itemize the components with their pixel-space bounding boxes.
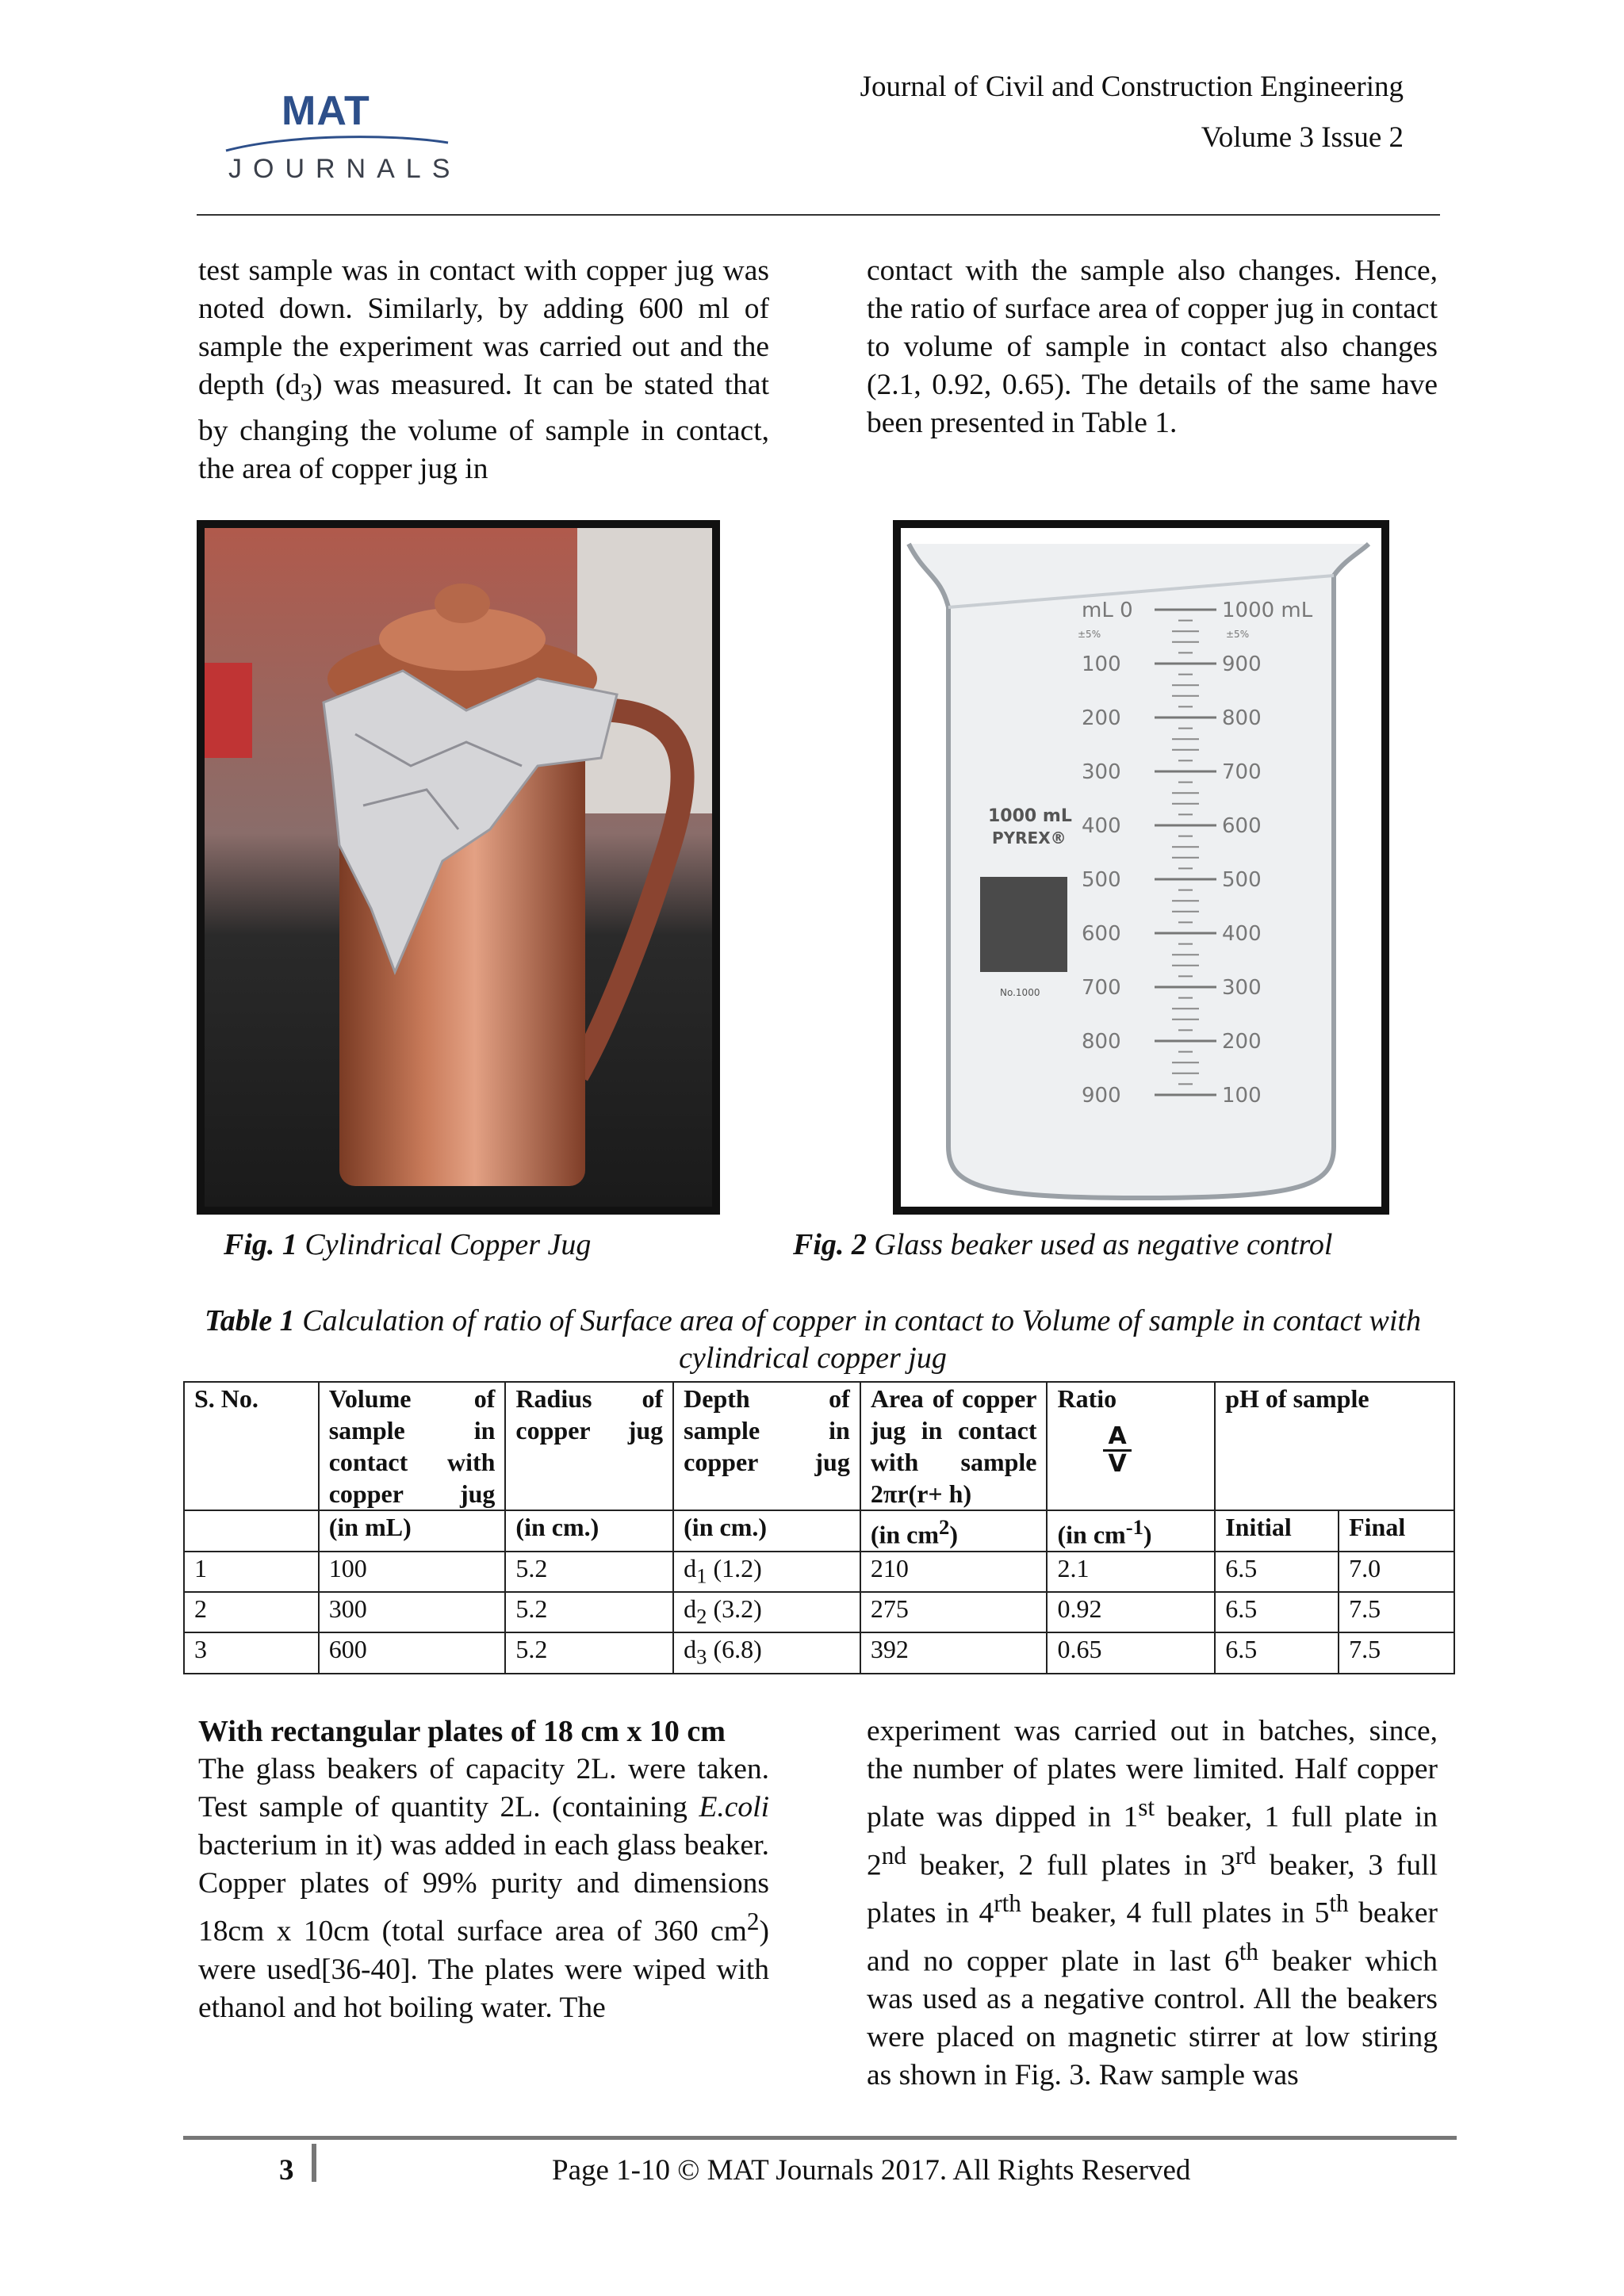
- table-row: 2 300 5.2 $d_2$ (3.2) 275 0.92 6.5 7.5: [184, 1592, 1454, 1632]
- footer-divider: [183, 2136, 1457, 2140]
- beaker-mark-left: 500: [1082, 868, 1121, 892]
- beaker-tolerance-right: ±5%: [1226, 629, 1250, 640]
- ratio-fraction: $\frac{A}{V}$: [1103, 1424, 1131, 1477]
- figure-2-caption: Fig. 2 Glass beaker used as negative control: [793, 1228, 1333, 1261]
- th-sno: S. No.: [184, 1382, 319, 1510]
- footer-copyright: Page 1-10 © MAT Journals 2017. All Rights Reserved: [552, 2154, 1191, 2187]
- th-depth: Depth of sample in copper jug: [673, 1382, 860, 1510]
- journal-logo: [222, 87, 460, 190]
- th-volume: Volume of sample in contact with copper jug: [319, 1382, 506, 1510]
- body-text-top-left: test sample was in contact with copper jug was noted down. Similarly, by adding 600 ml of sample the experiment was carried out and the depth $(d_3)$ was measured. It can be stated that by changing the volume of sample in contact, the area of copper jug in: [198, 254, 769, 485]
- header-divider: [197, 214, 1440, 216]
- beaker-mark-left: 900: [1082, 1084, 1121, 1108]
- beaker-mark-left: 100: [1082, 652, 1121, 676]
- logo-journals-text: JOURNALS: [228, 154, 462, 184]
- beaker-brand-volume: 1000 mL: [988, 806, 1072, 826]
- unit-depth: (in cm.): [673, 1510, 860, 1552]
- beaker-mark-right: 100: [1222, 1084, 1262, 1108]
- beaker-mark-left: mL 0: [1082, 599, 1133, 622]
- beaker-mark-right: 400: [1222, 922, 1262, 946]
- unit-area: (in $cm^2$): [860, 1510, 1048, 1552]
- beaker-code: No.1000: [1000, 987, 1040, 998]
- table-row: 1 100 5.2 $d_1$ (1.2) 210 2.1 6.5 7.0: [184, 1552, 1454, 1592]
- table-caption: Table 1 Calculation of ratio of Surface area of copper in contact to Volume of sample in contact with cylindrical copper jug: [205, 1304, 1421, 1375]
- table-header-row: [184, 1382, 1454, 1510]
- beaker-mark-right: 1000 mL: [1222, 599, 1313, 622]
- beaker-mark-left: 800: [1082, 1030, 1121, 1054]
- beaker-mark-left: 300: [1082, 760, 1121, 784]
- unit-final: Final: [1339, 1510, 1454, 1552]
- beaker-mark-left: 700: [1082, 976, 1121, 1000]
- beaker-mark-right: 700: [1222, 760, 1262, 784]
- beaker-mark-right: 800: [1222, 706, 1262, 730]
- copper-jug-image: [205, 528, 712, 1207]
- page-number: 3: [279, 2154, 294, 2187]
- body-text-bottom-right: experiment was carried out in batches, since, the number of plates were limited. Half copper plate was dipped in 1st beaker, 1 full plate in 2nd beaker, 2 full plates in 3rd beaker, 3 full plates in $4^{rth}$ beaker, 4 full plates in 5th beaker and no copper plate in last 6th beaker which was used as a negative control. All the beakers were placed on magnetic stirrer at low stiring as shown in Fig. 3. Raw sample was: [867, 1715, 1438, 2091]
- journal-name: Journal of Civil and Construction Engineering: [860, 71, 1404, 103]
- beaker-mark-left: 400: [1082, 814, 1121, 838]
- figure-1-caption: Fig. 1 Cylindrical Copper Jug: [224, 1228, 592, 1261]
- section-heading: With rectangular plates of 18 cm x 10 cm: [198, 1715, 726, 1748]
- figure-glass-beaker: [893, 520, 1389, 1215]
- glass-beaker-image: [901, 528, 1381, 1207]
- th-ratio: Ratio $\frac{A}{V}$: [1047, 1382, 1215, 1510]
- beaker-mark-right: 200: [1222, 1030, 1262, 1054]
- logo-mat-text: MAT: [282, 88, 370, 134]
- body-text-bottom-left: With rectangular plates of 18 cm x 10 cm The glass beakers of capacity 2L. were taken. Test sample of quantity 2L. (containing E.coli bacterium in it) was added in each glass beaker. Copper plates of 99% purity and dimensions 18cm x 10cm (total surface area of 360 $cm^2$) were used[36-40]. The plates were wiped with ethanol and hot boiling water. The: [198, 1712, 769, 2027]
- beaker-mark-right: 600: [1222, 814, 1262, 838]
- beaker-mark-left: 600: [1082, 922, 1121, 946]
- beaker-mark-right: 300: [1222, 976, 1262, 1000]
- footer-bar: [312, 2144, 316, 2182]
- ratio-table: [183, 1381, 1455, 1674]
- unit-volume: (in mL): [319, 1510, 506, 1552]
- unit-ratio: (in $cm^{-1}$): [1047, 1510, 1215, 1552]
- logo-swoosh-icon: [222, 132, 452, 155]
- beaker-brand-name: PYREX®: [992, 828, 1067, 848]
- beaker-mark-right: 900: [1222, 652, 1262, 676]
- table-units-row: [184, 1510, 1454, 1552]
- beaker-mark-right: 500: [1222, 868, 1262, 892]
- figure-copper-jug: [197, 520, 720, 1215]
- beaker-tolerance-left: ±5%: [1078, 629, 1101, 640]
- table-row: 3 600 5.2 $d_3$ (6.8) 392 0.65 6.5 7.5: [184, 1632, 1454, 1673]
- th-ph: pH of sample: [1215, 1382, 1454, 1510]
- beaker-mark-left: 200: [1082, 706, 1121, 730]
- th-radius: Radius of copper jug: [505, 1382, 673, 1510]
- th-area: Area of copper jug in contact with sample 2πr(r+ h): [860, 1382, 1048, 1510]
- journal-volume: Volume 3 Issue 2: [1201, 121, 1404, 154]
- unit-radius: (in cm.): [505, 1510, 673, 1552]
- unit-initial: Initial: [1215, 1510, 1339, 1552]
- body-text-top-right: contact with the sample also changes. Hence, the ratio of surface area of copper jug in contact to volume of sample in contact also changes (2.1, 0.92, 0.65). The details of the same have been presented in Table 1.: [867, 254, 1438, 439]
